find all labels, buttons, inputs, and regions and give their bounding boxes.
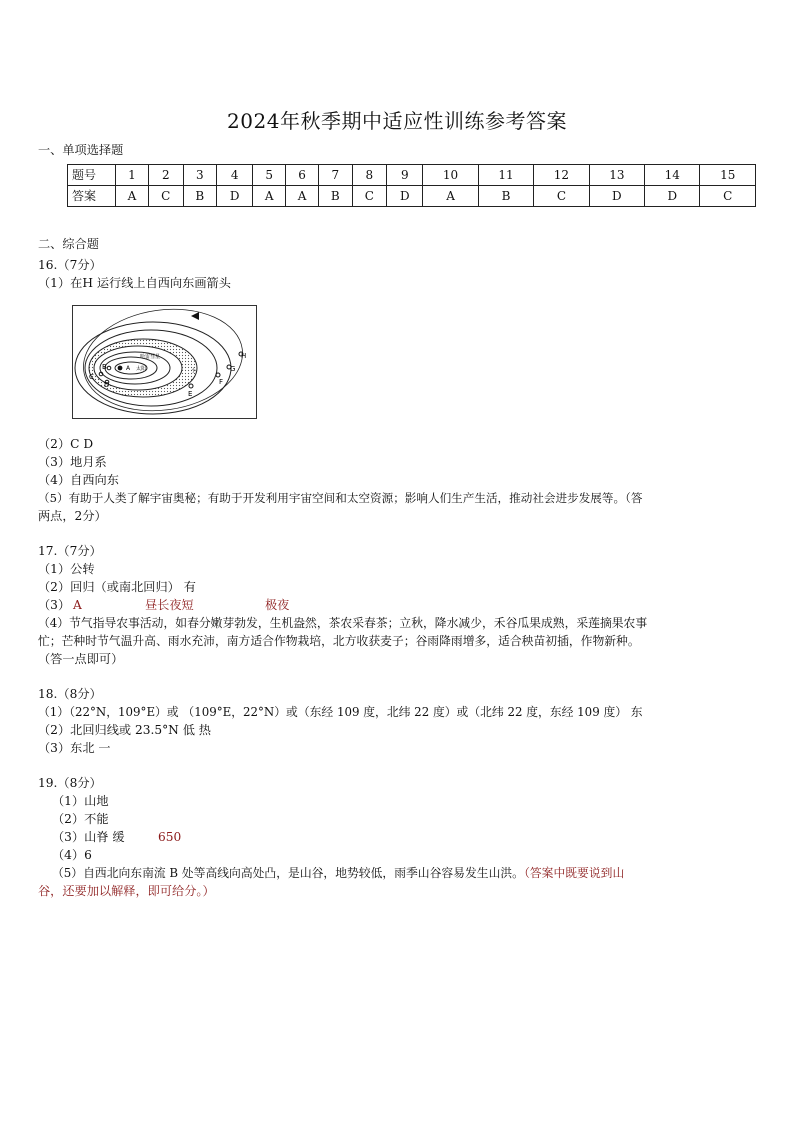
q19-line3-prefix: （3）山脊 缓 <box>52 830 125 844</box>
q17-line4b: 忙；芒种时节气温升高、雨水充沛，南方适合作物栽培，北方收获麦子；谷雨降雨增多，适合秧苗初插，作物新种。 <box>38 634 640 648</box>
question-number: 4 <box>217 165 253 186</box>
answer-cell: D <box>645 186 700 207</box>
q16-line5a: （5）有助于人类了解宇宙奥秘；有助于开发利用宇宙空间和太空资源；影响人们生产生活，推动社会进步发展等。（答 <box>38 491 643 505</box>
question-number: 8 <box>352 165 387 186</box>
answer-cell: C <box>148 186 183 207</box>
label-f: F <box>219 378 224 386</box>
question-number: 3 <box>183 165 216 186</box>
question-number: 15 <box>700 165 756 186</box>
label-halley-comet: 哈雷彗星 <box>140 354 161 360</box>
label-g: G <box>230 365 236 373</box>
q16-head: 16.（7分） <box>38 258 102 272</box>
q19-line5-text: （5）自西北向东南流 B 处等高线向高处凸，是山谷，地势较低，雨季山谷容易发生山洪。 <box>52 866 524 880</box>
answer-cell: D <box>217 186 253 207</box>
q16-line1: （1）在H 运行线上自西向东画箭头 <box>38 276 231 290</box>
label-c: C <box>89 373 94 381</box>
answer-cell: C <box>352 186 387 207</box>
q17-line2: （2）回归（或南北回归） 有 <box>38 580 196 594</box>
q16-line2: （2）C D <box>38 437 94 451</box>
label-b: B <box>102 363 107 371</box>
row-label-answer: 答案 <box>68 186 116 207</box>
table-row-numbers <box>68 165 756 186</box>
question-number: 7 <box>319 165 352 186</box>
q18-head: 18.（8分） <box>38 687 102 701</box>
solar-system-figure <box>72 305 257 419</box>
q19-line2: （2）不能 <box>52 812 109 826</box>
q19-line5 <box>52 865 624 881</box>
answer-cell: C <box>700 186 756 207</box>
question-number: 12 <box>534 165 589 186</box>
q19-line4: （4）6 <box>52 848 92 862</box>
q18-line3: （3）东北 一 <box>38 741 111 755</box>
q17-line3-answer-b: 昼长夜短 <box>145 598 194 612</box>
question-number: 14 <box>645 165 700 186</box>
answer-cell: A <box>423 186 478 207</box>
answer-cell: A <box>286 186 319 207</box>
q18-line1: （1）（22°N，109°E）或 （109°E，22°N）或（东经 109 度，北纬 22 度）或（北纬 22 度，东经 109 度） 东 <box>38 705 643 719</box>
q19-line5-note-continued: 谷，还要加以解释，即可给分。） <box>38 884 215 898</box>
q19-line3-answer: 650 <box>158 830 182 844</box>
q16-line5b: 两点，2分） <box>38 509 107 523</box>
q19-line1: （1）山地 <box>52 794 109 808</box>
label-sun: 太阳 <box>136 366 147 372</box>
question-number: 1 <box>116 165 149 186</box>
q17-line1: （1）公转 <box>38 562 95 576</box>
question-number: 10 <box>423 165 478 186</box>
answer-cell: B <box>183 186 216 207</box>
q17-line4c: （答一点即可） <box>38 652 124 666</box>
answer-cell: D <box>387 186 423 207</box>
page-title: 2024年秋季期中适应性训练参考答案 <box>227 109 567 133</box>
label-e: E <box>188 390 193 398</box>
answer-cell: B <box>478 186 533 207</box>
question-number: 5 <box>253 165 286 186</box>
answer-cell: D <box>589 186 644 207</box>
q17-line3-answer-c: 极夜 <box>265 598 290 612</box>
q17-line3-answer-a: A <box>73 598 82 612</box>
q16-line3: （3）地月系 <box>38 455 107 469</box>
question-number: 9 <box>387 165 423 186</box>
orbit-diagram <box>73 306 256 418</box>
question-number: 11 <box>478 165 533 186</box>
q18-line2: （2）北回归线或 23.5°N 低 热 <box>38 723 211 737</box>
label-a: A <box>126 365 131 372</box>
answer-cell: B <box>319 186 352 207</box>
question-number: 13 <box>589 165 644 186</box>
section1-heading: 一、单项选择题 <box>38 143 124 157</box>
q19-line5-note: （答案中既要说到山 <box>523 866 625 880</box>
answer-table <box>67 164 756 207</box>
answer-cell: A <box>253 186 286 207</box>
q17-line3-prefix: （3） <box>38 598 71 612</box>
q17-line4a: （4）节气指导农事活动，如春分嫩芽勃发，生机盎然，茶农采春茶；立秋，降水减少，禾谷瓜果成熟，采莲摘果农事 <box>38 616 648 630</box>
label-small: 小 <box>191 368 197 374</box>
label-h: H <box>241 352 247 360</box>
q16-line4: （4）自西向东 <box>38 473 119 487</box>
question-number: 2 <box>148 165 183 186</box>
question-number: 6 <box>286 165 319 186</box>
answer-cell: C <box>534 186 589 207</box>
section2-heading: 二、综合题 <box>38 237 99 251</box>
q17-head: 17.（7分） <box>38 544 102 558</box>
answer-cell: A <box>116 186 149 207</box>
table-row-answers <box>68 186 756 207</box>
label-d: D <box>104 381 110 389</box>
q19-head: 19.（8分） <box>38 776 102 790</box>
row-label-number: 题号 <box>68 165 116 186</box>
